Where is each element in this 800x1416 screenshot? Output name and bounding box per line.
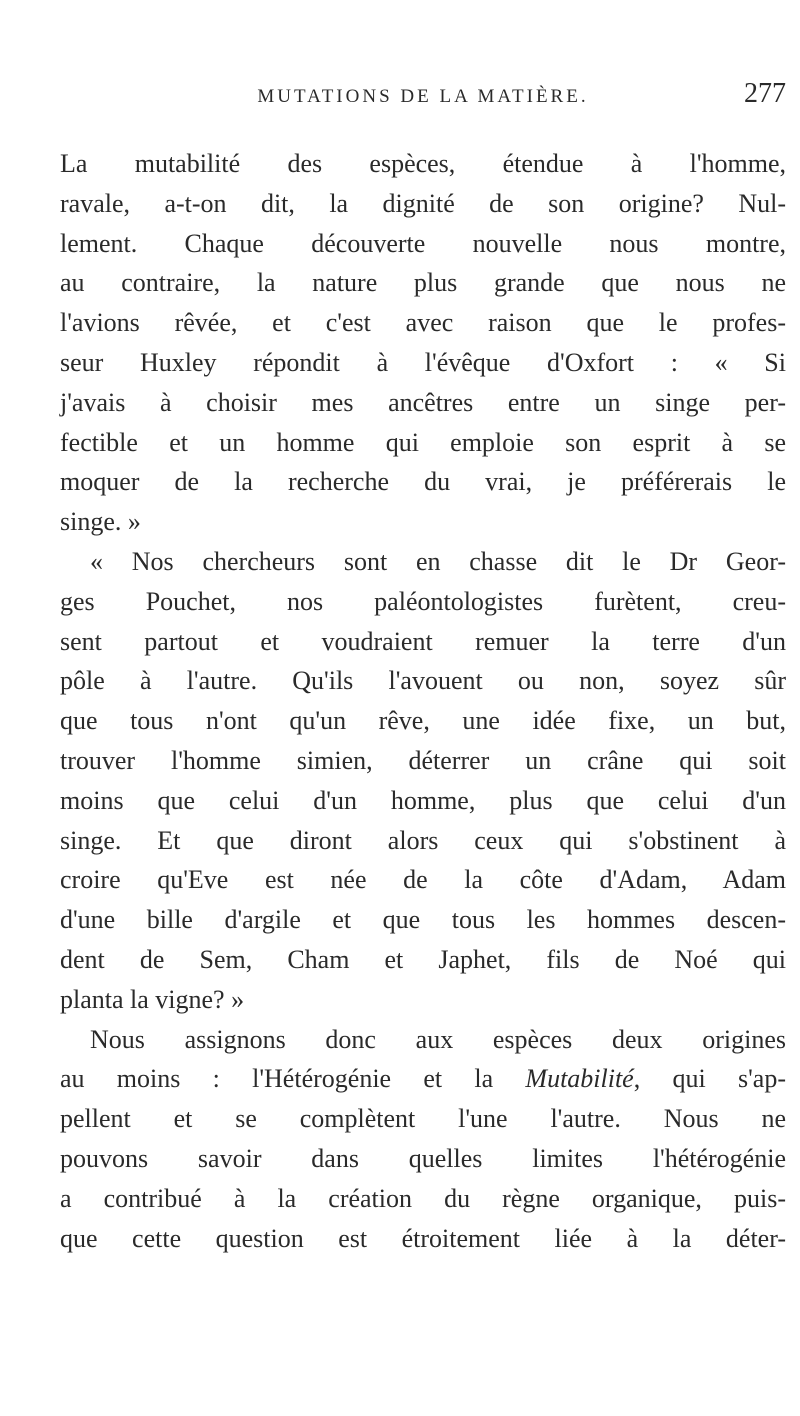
book-page <box>60 70 786 1400</box>
text-line: au moins : l'Hétérogénie et la Mutabilité, qui s'ap- <box>60 1064 786 1094</box>
emphasized-term: Mutabilité <box>525 1064 634 1094</box>
text-line: lement. Chaque découverte nouvelle nous montre, <box>60 228 786 258</box>
text-line: moins que celui d'un homme, plus que celui d'un <box>60 785 786 815</box>
text-line: croire qu'Eve est née de la côte d'Adam, Adam <box>60 865 786 895</box>
text-line: ges Pouchet, nos paléontologistes furètent, creu- <box>60 586 786 616</box>
running-title: MUTATIONS DE LA MATIÈRE. <box>257 86 589 107</box>
text-line: sent partout et voudraient remuer la terre d'un <box>60 626 786 656</box>
text-line: l'avions rêvée, et c'est avec raison que le profes- <box>60 308 786 338</box>
text-line: ravale, a-t-on dit, la dignité de son origine? Nul- <box>60 188 786 218</box>
text-line: trouver l'homme simien, déterrer un crâne qui soit <box>60 745 786 775</box>
text-line: La mutabilité des espèces, étendue à l'homme, <box>60 149 786 178</box>
text-line: « Nos chercheurs sont en chasse dit le Dr Geor- <box>90 546 786 576</box>
text-line: pellent et se complètent l'une l'autre. Nous ne <box>60 1104 786 1134</box>
text-line: moquer de la recherche du vrai, je préférerais le <box>60 467 786 497</box>
text-line: dent de Sem, Cham et Japhet, fils de Noé qui <box>60 944 786 974</box>
text-line: que tous n'ont qu'un rêve, une idée fixe, un but, <box>60 706 786 736</box>
running-head <box>60 78 786 112</box>
text-line: Nous assignons donc aux espèces deux origines <box>90 1024 786 1054</box>
text-line: j'avais à choisir mes ancêtres entre un singe per- <box>60 387 786 417</box>
paragraph-1 <box>60 144 786 542</box>
text-line: singe. » <box>60 507 141 537</box>
page-number: 277 <box>744 78 786 109</box>
text-line: a contribué à la création du règne organique, puis- <box>60 1183 786 1213</box>
text-line: seur Huxley répondit à l'évêque d'Oxfort : « Si <box>60 347 786 377</box>
text-line: d'une bille d'argile et que tous les hommes descen- <box>60 905 786 935</box>
text-line: pôle à l'autre. Qu'ils l'avouent ou non, soyez sûr <box>60 666 786 696</box>
text-line: pouvons savoir dans quelles limites l'hétérogénie <box>60 1143 786 1173</box>
paragraph-2 <box>60 542 786 1020</box>
text-line: au contraire, la nature plus grande que nous ne <box>60 268 786 298</box>
text-line: que cette question est étroitement liée à la déter- <box>60 1223 786 1253</box>
text-line: planta la vigne? » <box>60 984 245 1014</box>
paragraph-3 <box>60 1020 786 1259</box>
text-line: singe. Et que diront alors ceux qui s'obstinent à <box>60 825 786 855</box>
text-line: fectible et un homme qui emploie son esprit à se <box>60 427 786 457</box>
body-text <box>60 144 786 1258</box>
